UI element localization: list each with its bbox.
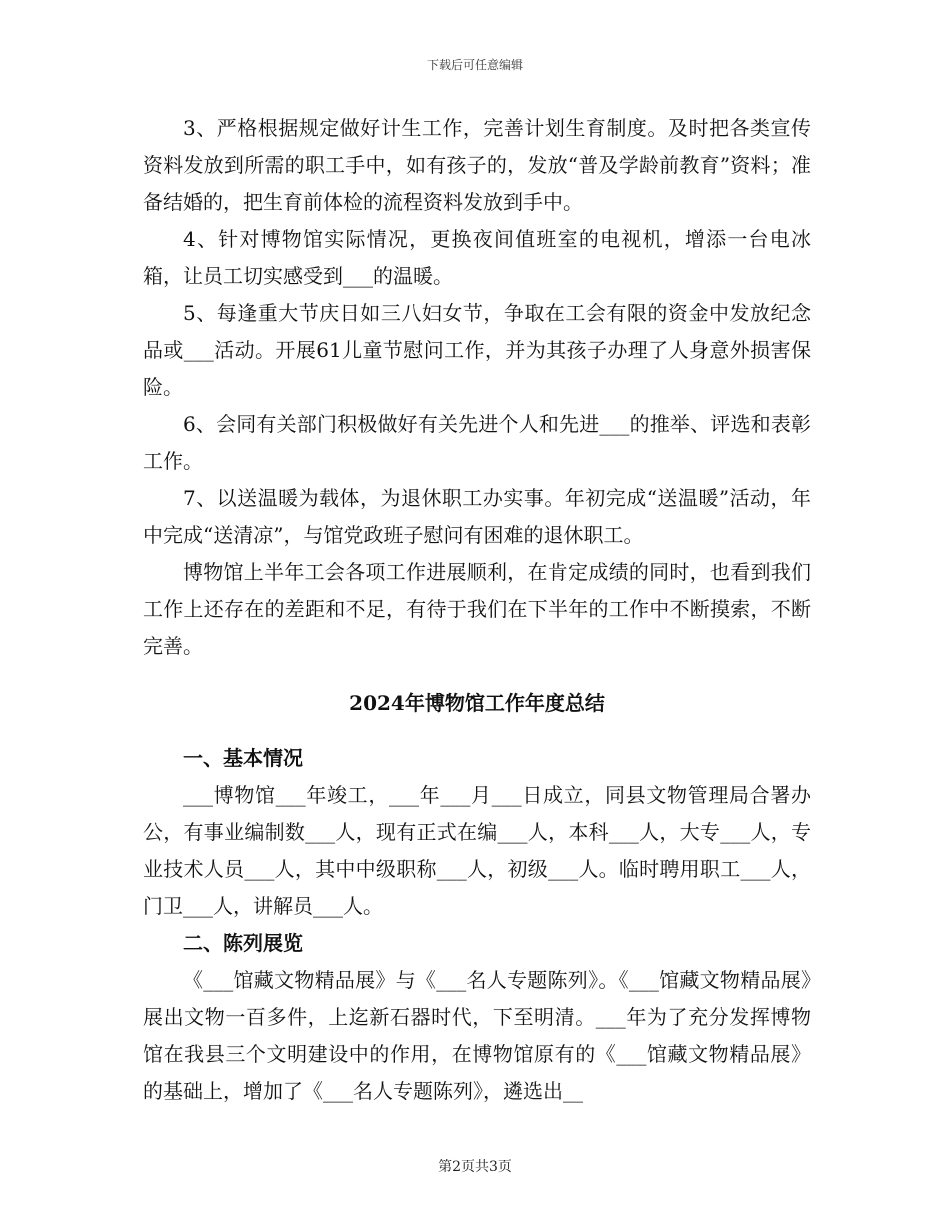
document-title: 2024年博物馆工作年度总结 <box>349 691 605 715</box>
paragraph-item-7: 7、以送温暖为载体，为退休职工办实事。年初完成“送温暖”活动，年中完成“送清凉”，与馆党政班子慰问有困难的退休职工。 <box>143 486 811 547</box>
section-text-basic-info: ___博物馆___年竣工，___年___月___日成立，同县文物管理局合署办公，有事业编制数___人，现有正式在编___人，本科___人，大专___人，专业技术人员___人，其中中级职称___人，初级___人。临时聘用职工___人，门卫___人，讲解员___人。 <box>143 783 811 918</box>
page-number: 第2页共3页 <box>438 1159 512 1175</box>
paragraph-summary: 博物馆上半年工会各项工作进展顺利，在肯定成绩的同时，也看到我们工作上还存在的差距和不足，有待于我们在下半年的工作中不断摸索，不断完善。 <box>143 560 811 658</box>
paragraph-item-4: 4、针对博物馆实际情况，更换夜间值班室的电视机，增添一台电冰箱，让员工切实感受到___的温暖。 <box>143 227 811 288</box>
section-heading-basic-info: 一、基本情况 <box>183 746 303 770</box>
paragraph-item-5: 5、每逢重大节庆日如三八妇女节，争取在工会有限的资金中发放纪念品或___活动。开展61儿童节慰问工作，并为其孩子办理了人身意外损害保险。 <box>143 301 811 399</box>
document-body <box>143 110 811 1110</box>
header-note: 下载后可任意编辑 <box>426 58 523 72</box>
paragraph-item-3: 3、严格根据规定做好计生工作，完善计划生育制度。及时把各类宣传资料发放到所需的职工手中，如有孩子的，发放“普及学龄前教育”资料；准备结婚的，把生育前体检的流程资料发放到手中。 <box>143 116 811 214</box>
section-heading-exhibition: 二、陈列展览 <box>183 931 303 955</box>
paragraph-item-6: 6、会同有关部门积极做好有关先进个人和先进___的推举、评选和表彰工作。 <box>143 412 811 473</box>
section-text-exhibition: 《___馆藏文物精品展》与《___名人专题陈列》。《___馆藏文物精品展》展出文物一百多件，上迄新石器时代，下至明清。___年为了充分发挥博物馆在我县三个文明建设中的作用，在博物馆原有的《___馆藏文物精品展》的基础上，增加了《___名人专题陈列》，遴选出__ <box>143 968 811 1103</box>
